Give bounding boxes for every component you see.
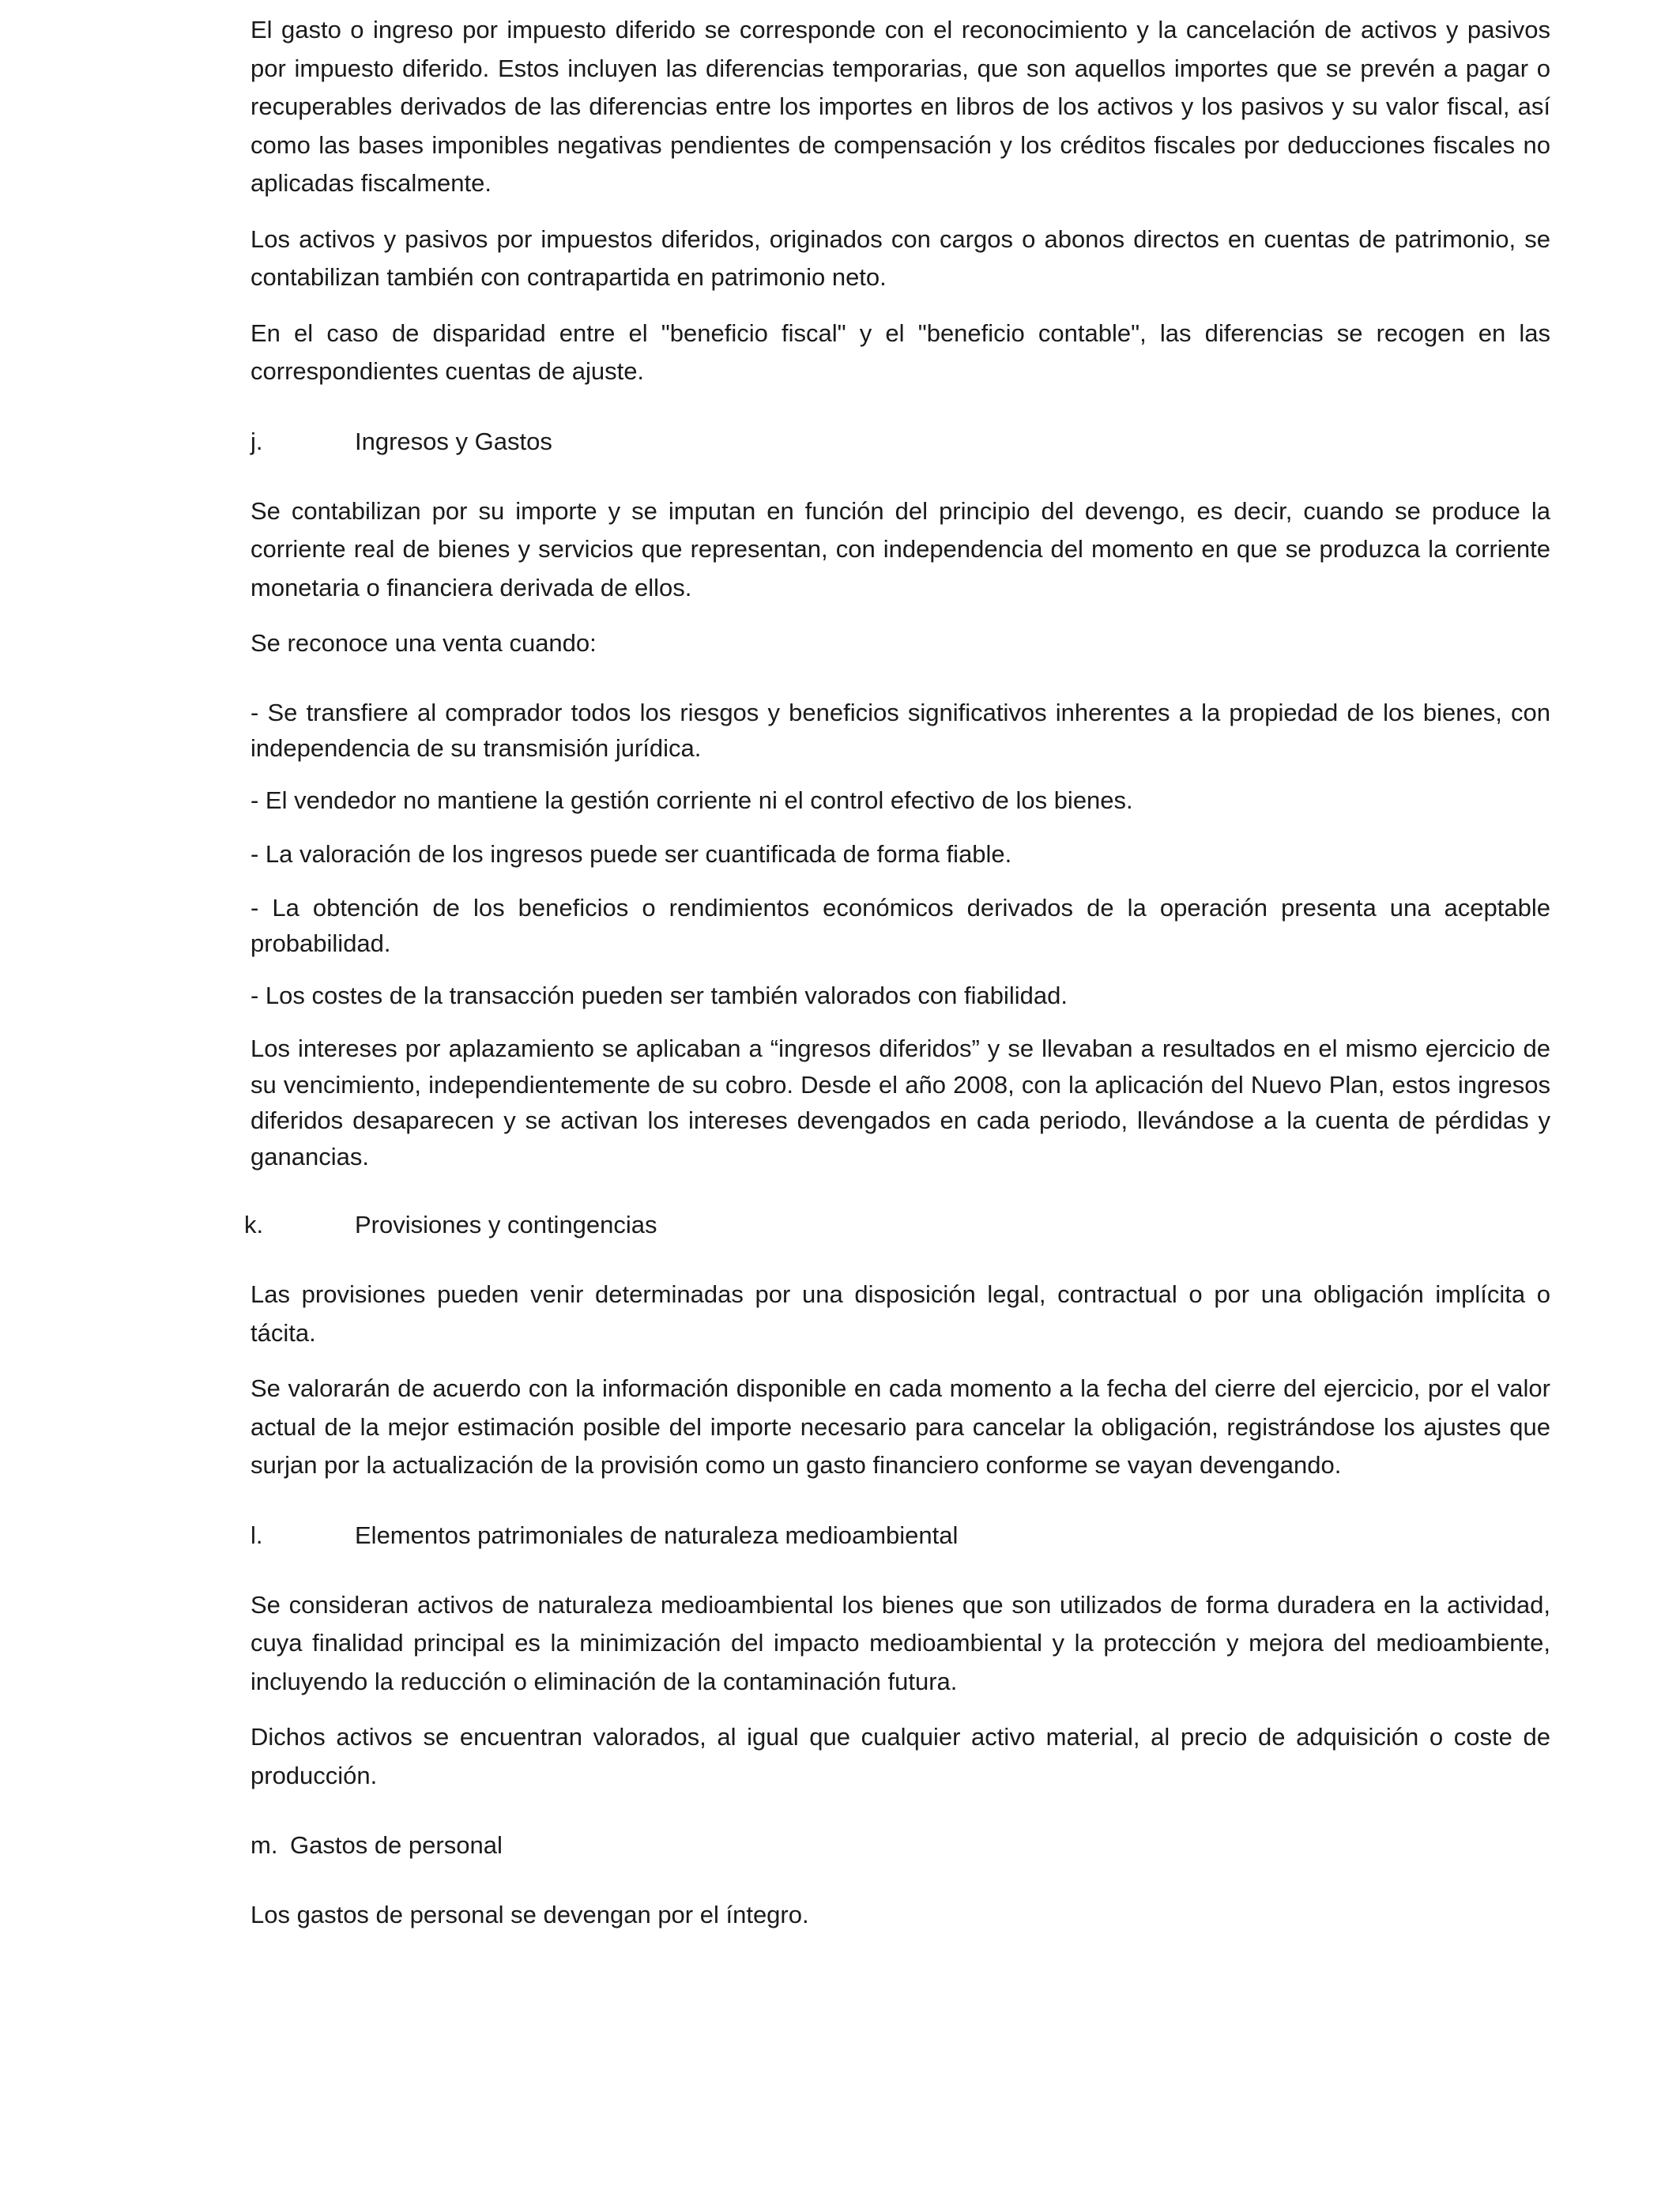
list-item: - Se transfiere al comprador todos los riesgos y beneficios significativos inherentes a la propiedad de los bienes, con independencia de su transmisión jurídica. [250,698,1550,762]
paragraph-deferred-tax: El gasto o ingreso por impuesto diferido se corresponde con el reconocimiento y la cancelación de activos y pasivos por impuesto diferido. Estos incluyen las diferencias temporarias, que son aquellos importes que se prevén a pagar o recuperables derivados de las diferencias entre los importes en libros de los activos y los pasivos y su valor fiscal, así como las bases imponibles negativas pendientes de compensación y los créditos fiscales por deducciones fiscales no aplicadas fiscalmente. [250,16,1550,197]
section-letter: k. [244,1211,264,1238]
section-heading-j [250,423,1550,461]
section-title: Ingresos y Gastos [355,427,552,455]
section-heading-l [250,1517,1550,1555]
paragraph-deferred-interest: Los intereses por aplazamiento se aplicaban a “ingresos diferidos” y se llevaban a resultados en el mismo ejercicio de su vencimiento, independientemente de su cobro. Desde el año 2008, con la aplicación del Nuevo Plan, estos ingresos diferidos desaparecen y se activan los intereses devengados en cada periodo, llevándose a la cuenta de pérdidas y ganancias. [250,1035,1550,1171]
paragraph-deferred-assets-liabilities: Los activos y pasivos por impuestos diferidos, originados con cargos o abonos directos en cuentas de patrimonio, se contabilizan también con contrapartida en patrimonio neto. [250,224,1550,291]
paragraph-provisions-valuation: Se valorarán de acuerdo con la información disponible en cada momento a la fecha del cierre del ejercicio, por el valor actual de la mejor estimación posible del importe necesario para cancelar la obligación, registrándose los ajustes que surjan por la actualización de la provisión como un gasto financiero conforme se vayan devengando. [250,1374,1550,1479]
paragraph-sale-recognition: Se reconoce una venta cuando: [250,629,597,657]
section-title: Provisiones y contingencias [355,1211,657,1238]
paragraph-environmental-valuation: Dichos activos se encuentran valorados, al igual que cualquier activo material, al precio de adquisición o coste de producción. [250,1723,1550,1789]
list-item: - La obtención de los beneficios o rendimientos económicos derivados de la operación presenta una aceptable probabilidad. [250,893,1550,957]
section-letter: m. [250,1831,278,1859]
paragraph-fiscal-vs-accounting: En el caso de disparidad entre el "beneficio fiscal" y el "beneficio contable", las diferencias se recogen en las correspondientes cuentas de ajuste. [250,319,1550,385]
section-title: Gastos de personal [290,1831,503,1859]
paragraph-accrual: Se contabilizan por su importe y se imputan en función del principio del devengo, es decir, cuando se produce la corriente real de bienes y servicios que representan, con independencia del momento en que se produzca la corriente monetaria o financiera derivada de ellos. [250,496,1550,601]
paragraph-personnel-expenses: Los gastos de personal se devengan por el íntegro. [250,1901,809,1928]
section-letter: j. [250,427,263,455]
section-title: Elementos patrimoniales de naturaleza medioambiental [355,1521,959,1549]
list-item: - Los costes de la transacción pueden ser también valorados con fiabilidad. [250,981,1068,1009]
list-item: - La valoración de los ingresos puede ser cuantificada de forma fiable. [250,840,1012,868]
list-item: - El vendedor no mantiene la gestión corriente ni el control efectivo de los bienes. [250,786,1133,814]
section-letter: l. [250,1521,263,1549]
document-page [244,11,1550,1952]
paragraph-environmental-assets: Se consideran activos de naturaleza medioambiental los bienes que son utilizados de forma duradera en la actividad, cuya finalidad principal es la minimización del impacto medioambiental y la protección y mejora del medioambiente, incluyendo la reducción o eliminación de la contaminación futura. [250,1590,1550,1695]
section-heading-k [244,1206,1550,1244]
section-heading-m [250,1826,1550,1864]
paragraph-provisions: Las provisiones pueden venir determinadas por una disposición legal, contractual o por una obligación implícita o tácita. [250,1280,1550,1347]
